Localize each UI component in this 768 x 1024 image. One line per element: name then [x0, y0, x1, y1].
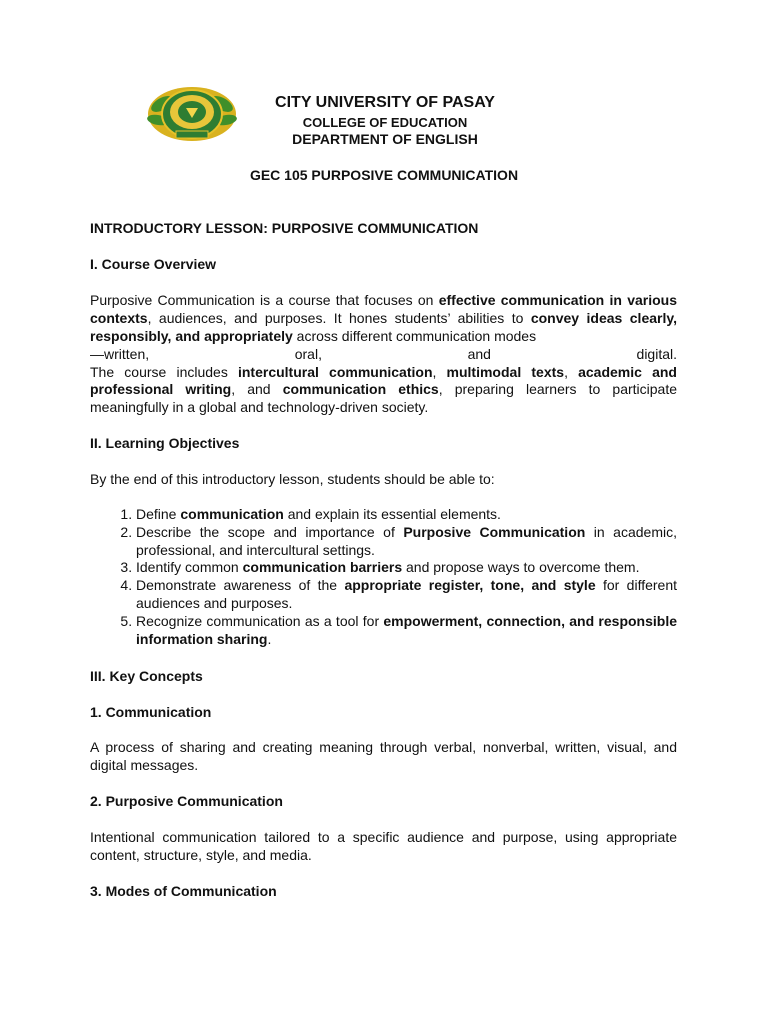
list-item: 3. Identify common communication barriers and propose ways to overcome them. — [136, 559, 677, 577]
objectives-list — [90, 506, 677, 648]
objectives-heading: II. Learning Objectives — [90, 435, 240, 451]
concept-1-heading: 1. Communication — [90, 704, 212, 720]
concept-3-heading: 3. Modes of Communication — [90, 883, 277, 899]
objectives-intro: By the end of this introductory lesson, students should be able to: — [90, 471, 495, 487]
list-item: 5. Recognize communication as a tool for empowerment, connection, and responsible information sharing. — [136, 613, 677, 649]
concept-1-text: A process of sharing and creating meaning through verbal, nonverbal, written, visual, and digital messages. — [90, 739, 677, 773]
overview-paragraph-1-end: —written, oral, and digital. — [90, 345, 677, 362]
list-item: 2. Describe the scope and importance of Purposive Communication in academic, professional, and intercultural settings. — [136, 524, 677, 560]
college-name: COLLEGE OF EDUCATION — [302, 115, 468, 130]
university-name: CITY UNIVERSITY OF PASAY — [275, 94, 495, 111]
course-title: GEC 105 PURPOSIVE COMMUNICATION — [249, 167, 519, 183]
department-name: DEPARTMENT OF ENGLISH — [292, 131, 478, 147]
list-item: 1. Define communication and explain its essential elements. — [136, 506, 677, 524]
list-item: 4. Demonstrate awareness of the appropriate register, tone, and style for different audiences and purposes. — [136, 577, 677, 613]
concept-2-text: Intentional communication tailored to a specific audience and purpose, using appropriate content, structure, style, and media. — [90, 829, 677, 863]
concept-2-heading: 2. Purposive Communication — [90, 793, 283, 809]
overview-paragraph-1: Purposive Communication is a course that focuses on effective communication in various contexts, audiences, and purposes. It hones students’ abilities to convey ideas clearly, responsibly, and appropriately across different communication modes — [90, 292, 677, 344]
lesson-title: INTRODUCTORY LESSON: PURPOSIVE COMMUNICATION — [90, 220, 479, 236]
overview-paragraph-2: The course includes intercultural communication, multimodal texts, academic and professional writing, and communication ethics, preparing learners to participate meaningfully in a global and technology-driven society. — [90, 363, 678, 416]
university-seal-logo — [147, 85, 237, 143]
overview-heading: I. Course Overview — [90, 256, 217, 272]
key-concepts-heading: III. Key Concepts — [90, 668, 203, 684]
